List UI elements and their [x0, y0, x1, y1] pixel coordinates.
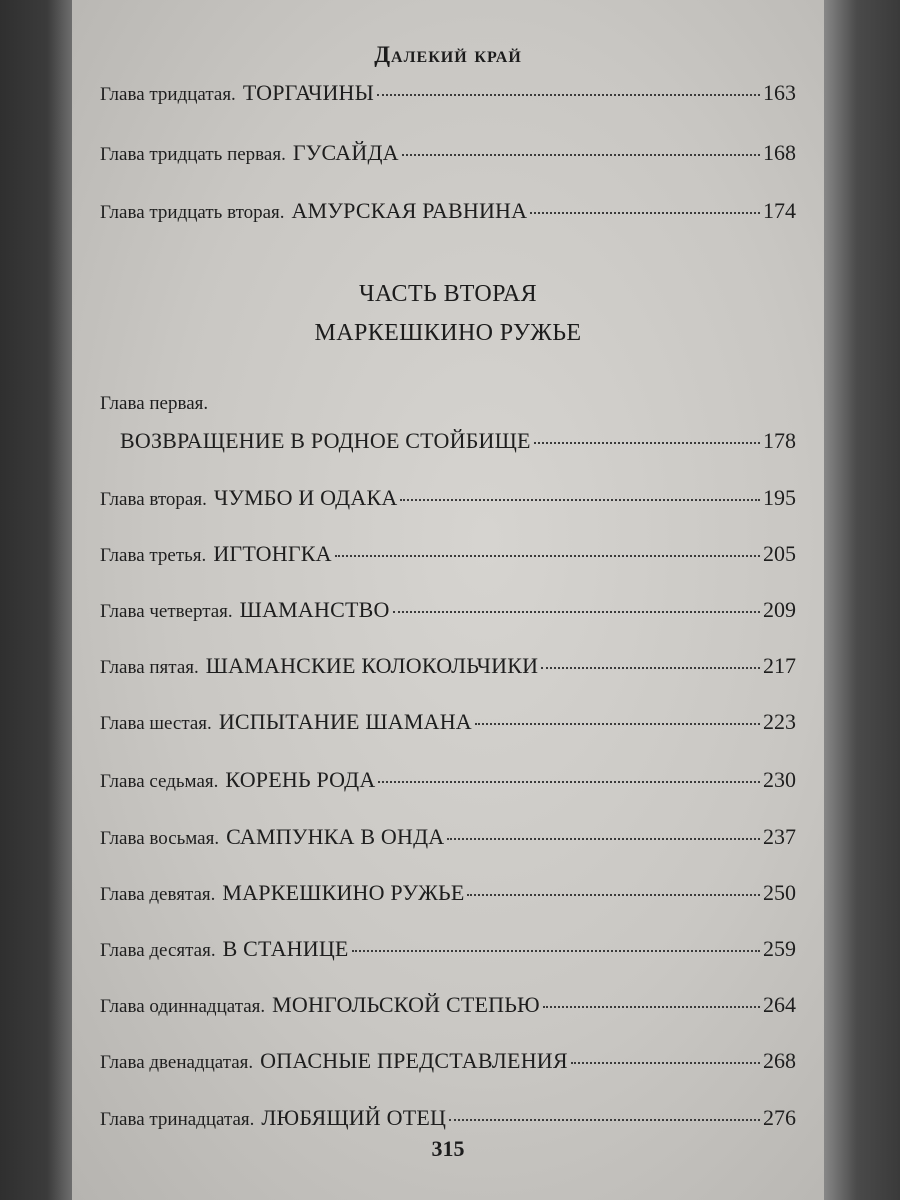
- page-number: 259: [763, 936, 796, 961]
- dot-leader: [543, 1006, 760, 1008]
- toc-entry-p2-ch2[interactable]: [100, 485, 796, 511]
- page-number: 174: [763, 198, 796, 223]
- chapter-title: ЧУМБО И ОДАКА: [213, 485, 398, 510]
- dot-leader: [393, 611, 760, 613]
- page-folio: 315: [431, 1136, 465, 1161]
- chapter-title: ЛЮБЯЩИЙ ОТЕЦ: [261, 1105, 447, 1130]
- dot-leader: [377, 94, 760, 96]
- page-number: 237: [763, 824, 796, 849]
- chapter-prefix: Глава вторая.: [100, 489, 207, 510]
- toc-entry-p2-ch9[interactable]: [100, 880, 796, 906]
- dot-leader: [400, 499, 760, 501]
- chapter-title: САМПУНКА В ОНДА: [226, 824, 445, 849]
- dot-leader: [475, 723, 760, 725]
- chapter-title: ШАМАНСТВО: [239, 597, 390, 622]
- chapter-prefix: Глава четвертая.: [100, 601, 233, 622]
- toc-entry-p2-ch6[interactable]: [100, 709, 796, 735]
- page-number: 268: [763, 1048, 796, 1073]
- page-number: 217: [763, 653, 796, 678]
- page-number: 168: [763, 140, 796, 165]
- page-number: 205: [763, 541, 796, 566]
- chapter-title: МАРКЕШКИНО РУЖЬЕ: [222, 880, 465, 905]
- toc-entry-ch30[interactable]: [100, 80, 796, 106]
- dot-leader: [530, 212, 760, 214]
- chapter-prefix: Глава шестая.: [100, 713, 212, 734]
- chapter-prefix: Глава десятая.: [100, 940, 216, 961]
- dot-leader: [467, 894, 760, 896]
- chapter-title: ОПАСНЫЕ ПРЕДСТАВЛЕНИЯ: [260, 1048, 568, 1073]
- chapter-prefix: Глава третья.: [100, 545, 207, 566]
- chapter-title: В СТАНИЦЕ: [222, 936, 349, 961]
- chapter-prefix: Глава восьмая.: [100, 828, 220, 849]
- scan-shadow-left: [0, 0, 78, 1200]
- dot-leader: [335, 555, 760, 557]
- chapter-title: ИГТОНГКА: [213, 541, 332, 566]
- toc-entry-ch31[interactable]: [100, 140, 796, 166]
- chapter-title: АМУРСКАЯ РАВНИНА: [291, 198, 528, 223]
- chapter-prefix: Глава тридцать первая.: [100, 144, 286, 165]
- chapter-prefix: Глава тринадцатая.: [100, 1109, 255, 1130]
- toc-entry-p2-ch13[interactable]: [100, 1105, 796, 1131]
- dot-leader: [571, 1062, 760, 1064]
- page-number: 250: [763, 880, 796, 905]
- chapter-title: ИСПЫТАНИЕ ШАМАНА: [218, 709, 472, 734]
- page-number: 163: [763, 80, 796, 105]
- dot-leader: [534, 442, 760, 444]
- dot-leader: [352, 950, 760, 952]
- chapter-prefix: Глава девятая.: [100, 884, 216, 905]
- toc-entry-p2-ch5[interactable]: [100, 653, 796, 679]
- toc-entry-p2-ch12[interactable]: [100, 1048, 796, 1074]
- chapter-title: ШАМАНСКИЕ КОЛОКОЛЬЧИКИ: [205, 653, 539, 678]
- chapter-title: ТОРГАЧИНЫ: [242, 80, 375, 105]
- chapter-title: МОНГОЛЬСКОЙ СТЕПЬЮ: [272, 992, 540, 1017]
- chapter-prefix: Глава двенадцатая.: [100, 1052, 254, 1073]
- page-number: 195: [763, 485, 796, 510]
- dot-leader: [541, 667, 760, 669]
- chapter-prefix: Глава пятая.: [100, 657, 199, 678]
- chapter-prefix: Глава одиннадцатая.: [100, 996, 266, 1017]
- chapter-prefix: Глава седьмая.: [100, 771, 219, 792]
- page-number: 209: [763, 597, 796, 622]
- running-head: Далекий край: [374, 42, 522, 67]
- chapter-title: ВОЗВРАЩЕНИЕ В РОДНОЕ СТОЙБИЩЕ: [120, 428, 531, 453]
- toc-entry-p2-ch10[interactable]: [100, 936, 796, 962]
- toc-entry-p2-ch3[interactable]: [100, 541, 796, 567]
- page-number: 264: [763, 992, 796, 1017]
- part-label: ЧАСТЬ ВТОРАЯ: [359, 281, 537, 307]
- chapter-title: ГУСАЙДА: [292, 140, 399, 165]
- chapter-prefix: Глава тридцатая.: [100, 84, 236, 105]
- scan-shadow-right: [814, 0, 900, 1200]
- toc-entry-p2-ch1[interactable]: [100, 428, 796, 454]
- page-number: 223: [763, 709, 796, 734]
- part-title: МАРКЕШКИНО РУЖЬЕ: [314, 320, 582, 346]
- dot-leader: [447, 838, 760, 840]
- dot-leader: [378, 781, 760, 783]
- chapter-title: КОРЕНЬ РОДА: [225, 767, 376, 792]
- toc-entry-p2-ch7[interactable]: [100, 767, 796, 793]
- book-page: [72, 0, 824, 1200]
- dot-leader: [449, 1119, 760, 1121]
- page-number: 178: [763, 428, 796, 453]
- dot-leader: [402, 154, 760, 156]
- chapter-label-first: Глава первая.: [100, 393, 209, 414]
- toc-entry-p2-ch8[interactable]: [100, 824, 796, 850]
- chapter-prefix: Глава тридцать вторая.: [100, 202, 285, 223]
- toc-entry-p2-ch11[interactable]: [100, 992, 796, 1018]
- page-number: 230: [763, 767, 796, 792]
- page-number: 276: [763, 1105, 796, 1130]
- table-of-contents: [72, 0, 824, 1200]
- toc-entry-p2-ch4[interactable]: [100, 597, 796, 623]
- toc-entry-ch32[interactable]: [100, 198, 796, 224]
